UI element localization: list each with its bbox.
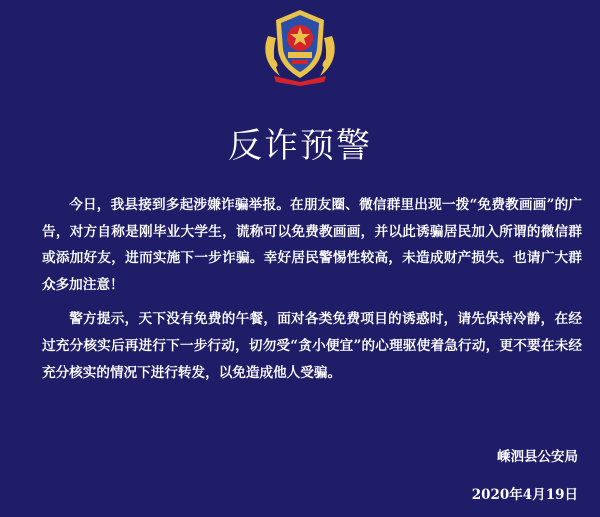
police-badge-icon (258, 6, 342, 86)
issuer-signature: 嵊泗县公安局 (497, 449, 578, 465)
notice-body (42, 192, 582, 394)
issue-date: 2020年4月19日 (471, 487, 578, 503)
page-title: 反诈预警 (228, 126, 372, 166)
notice-paragraph-1: 今日，我县接到多起涉嫌诈骗举报。在朋友圈、微信群里出现一拨“免费教画画”的广告，对方自称是刚毕业大学生，谎称可以免费教画画，并以此诱骗居民加入所谓的微信群或添加好友，进而实施下一步诈骗。幸好居民警惕性较高，未造成财产损失。也请广大群众多加注意！ (42, 197, 582, 293)
notice-paragraph-2: 警方提示，天下没有免费的午餐，面对各类免费项目的诱惑时，请先保持冷静，在经过充分核实后再进行下一步行动，切勿受“贪小便宜”的心理驱使着急行动，更不要在未经充分核实的情况下进行转发，以免造成他人受骗。 (42, 311, 582, 381)
